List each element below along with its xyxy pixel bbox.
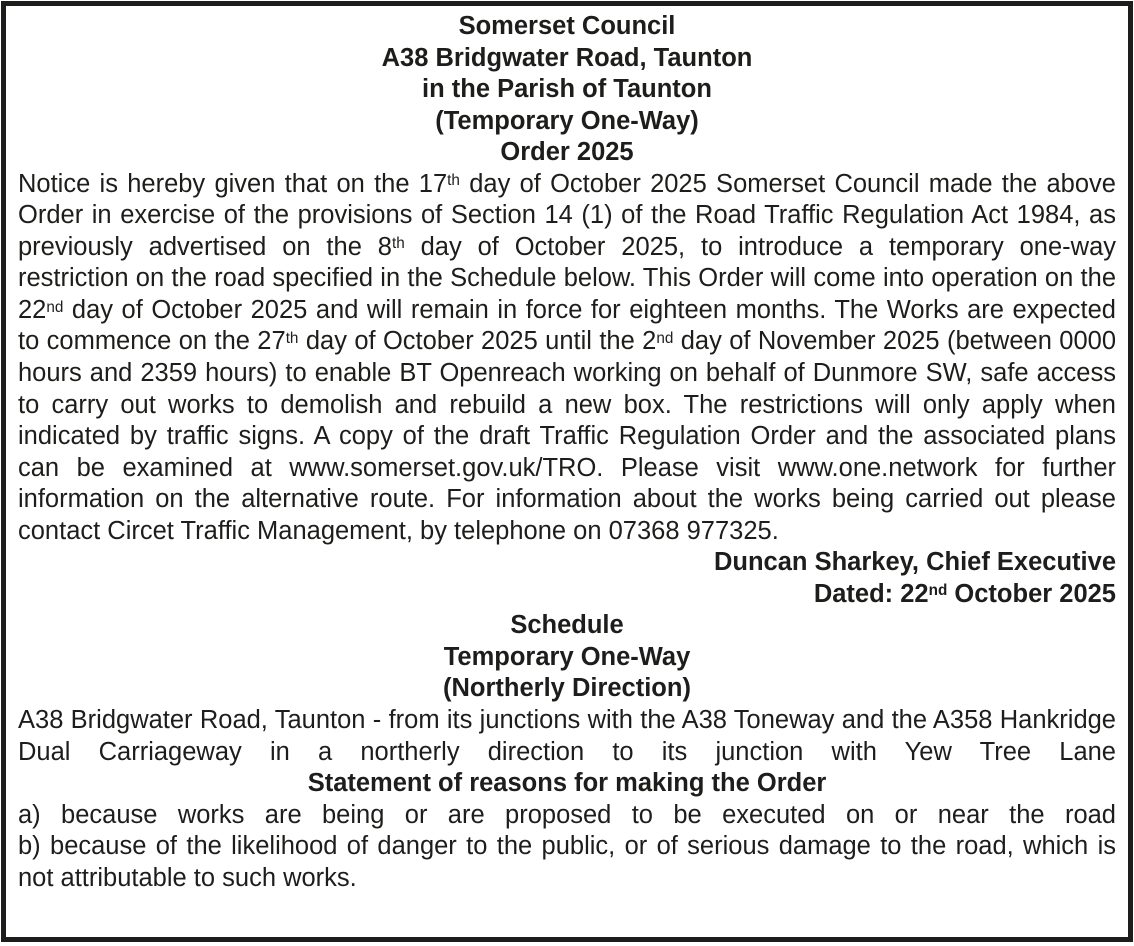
title-line-authority: Somerset Council — [458, 12, 676, 40]
title-line-parish: in the Parish of Taunton — [422, 75, 712, 104]
title-line-restriction: (Temporary One-Way) — [435, 106, 699, 135]
schedule-description: A38 Bridgwater Road, Taunton - from its junctions with the A38 Toneway and the A358 Hankridge Dual Carriageway in a northerly direction to its junction with Yew Tree Lane — [18, 706, 1116, 766]
signature-name: Duncan Sharkey, Chief Executive — [713, 548, 1116, 577]
title-line-road: A38 Bridgwater Road, Taunton — [381, 43, 753, 72]
notice-body-paragraph: Notice is hereby given that on the 17th day of October 2025 Somerset Council made the above Order in exercise of the provisions of Section 14 (1) of the Road Traffic Regulation Act 1984, as previously advertised on the 8th day of October 2025, to introduce a temporary one-way restriction on the road specified in the Schedule below. This Order will come into operation on the 22nd day of October 2025 and will remain in force for eighteen months. The Works are expected to commence on the 27th day of October 2025 until the 2nd day of November 2025 (between 0000 hours and 2359 hours) to enable BT Openreach working on behalf of Dunmore SW, safe access to carry out works to demolish and rebuild a new box. The restrictions will only apply when indicated by traffic signs. A copy of the draft Traffic Regulation Order and the associated plans can be examined at www.somerset.gov.uk/TRO. Please visit www.one.network for further information on the alternative route. For information about the works being carried out please contact Circet Traffic Management, by telephone on 07368 977325. — [18, 169, 1117, 545]
reason-a: a) because works are being or are proposed to be executed on or near the road — [18, 800, 1116, 829]
schedule-heading: Schedule — [510, 611, 624, 640]
schedule-subheading: Temporary One-Way — [443, 642, 691, 671]
statement-heading: Statement of reasons for making the Order — [307, 769, 827, 798]
reason-b: b) because of the likelihood of danger to the public, or of serious damage to the road, which is not attributable to such works. — [18, 832, 1116, 892]
signature-date: Dated: 22nd October 2025 — [813, 579, 1116, 608]
notice-title-block — [18, 11, 1116, 169]
title-line-order: Order 2025 — [500, 138, 634, 167]
public-notice-sheet — [1, 1, 1133, 942]
schedule-direction: (Northerly Direction) — [443, 674, 691, 703]
